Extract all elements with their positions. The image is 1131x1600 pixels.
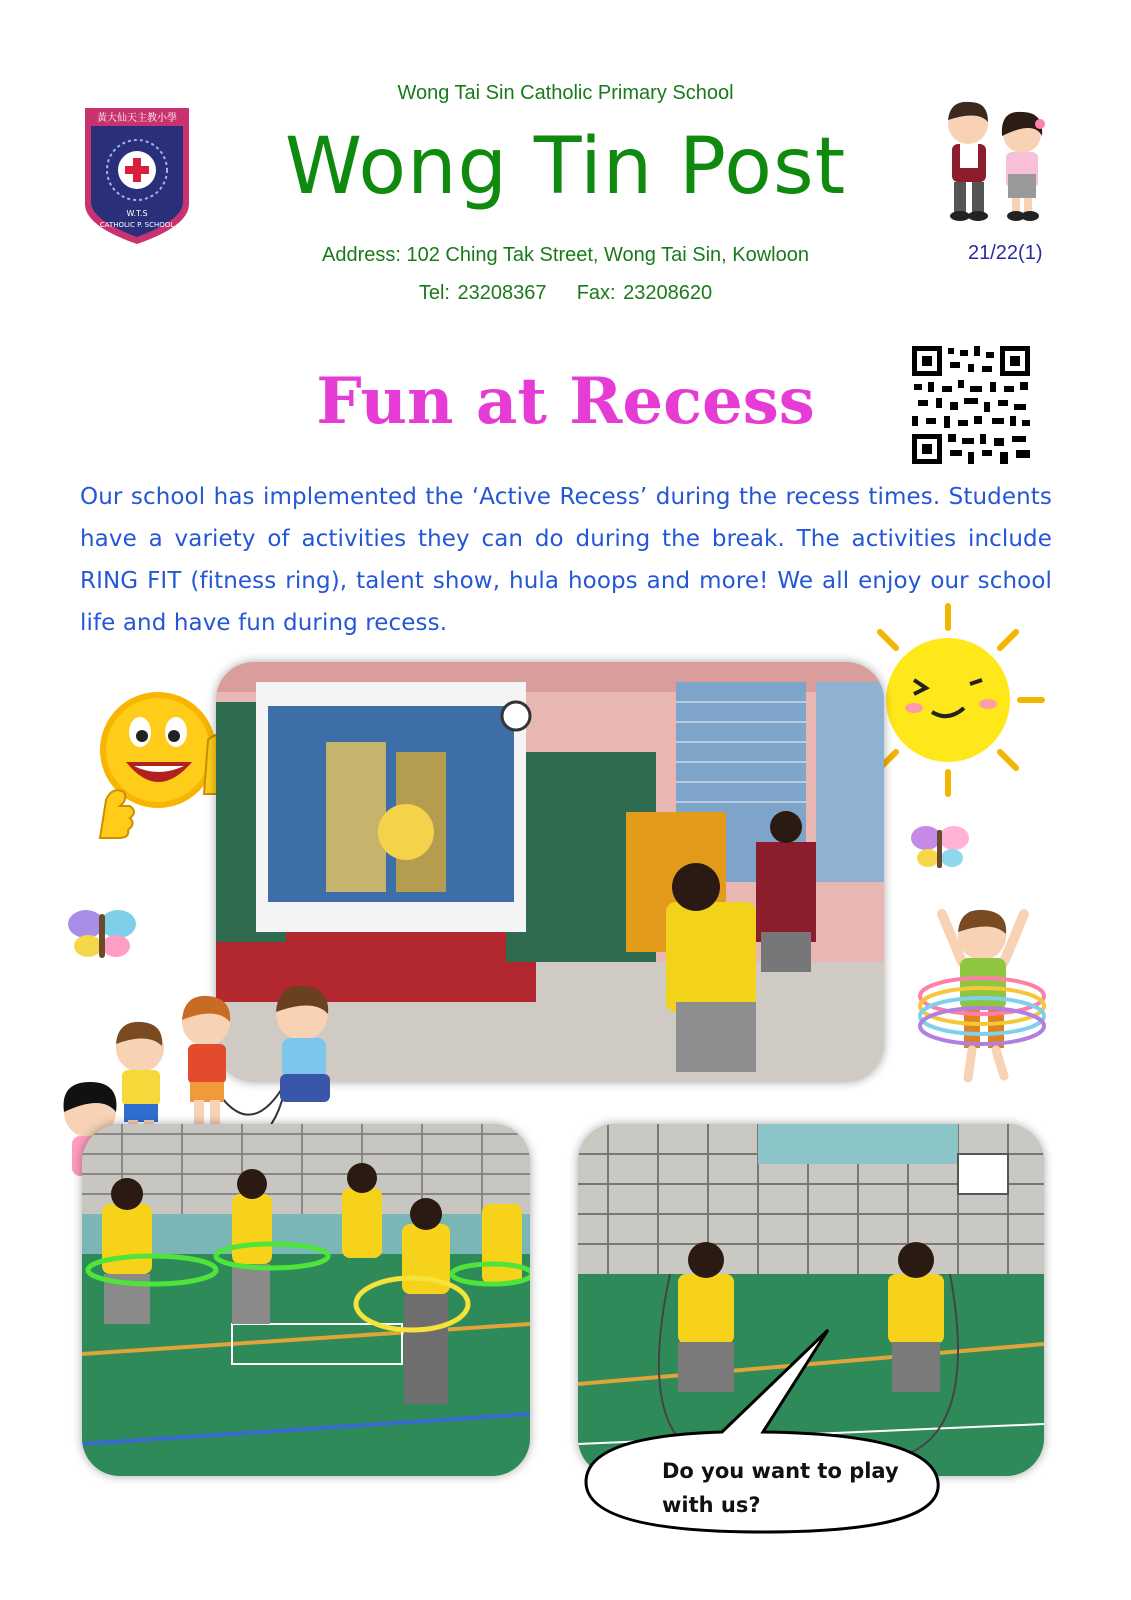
butterfly-icon: [66, 898, 138, 968]
issue-number: 21/22(1): [968, 242, 1043, 264]
article-body: Our school has implemented the ‘Active Recess’ during the recess times. Students have a variety of activities they can do during the break. The activities include RING FIT (fitness ring), talent show, hula hoops and more! We all enjoy our school life and have fun during recess.: [80, 484, 1052, 636]
school-address: Address: 102 Ching Tak Street, Wong Tai Sin, Kowloon: [322, 244, 809, 266]
school-contact: Tel: 23208367 Fax: 23208620: [418, 282, 713, 304]
article-title: Fun at Recess: [316, 364, 815, 439]
logo-initials: W.T.S: [126, 209, 148, 218]
school-logo: [83, 106, 191, 246]
students-cartoon: [930, 94, 1060, 224]
hula-hoop-playground-photo: [82, 1124, 530, 1476]
hula-hoop-kid-icon: [912, 900, 1052, 1090]
butterfly-icon: [910, 818, 970, 876]
speech-bubble-text: Do you want to play with us?: [662, 1459, 899, 1517]
qr-code[interactable]: [912, 346, 1030, 464]
masthead-title: Wong Tin Post: [284, 122, 847, 212]
logo-chinese-text: 黃大仙天主教小學: [97, 113, 177, 124]
school-name: Wong Tai Sin Catholic Primary School: [397, 82, 734, 104]
logo-arc-text: CATHOLIC P. SCHOOL: [99, 221, 175, 229]
